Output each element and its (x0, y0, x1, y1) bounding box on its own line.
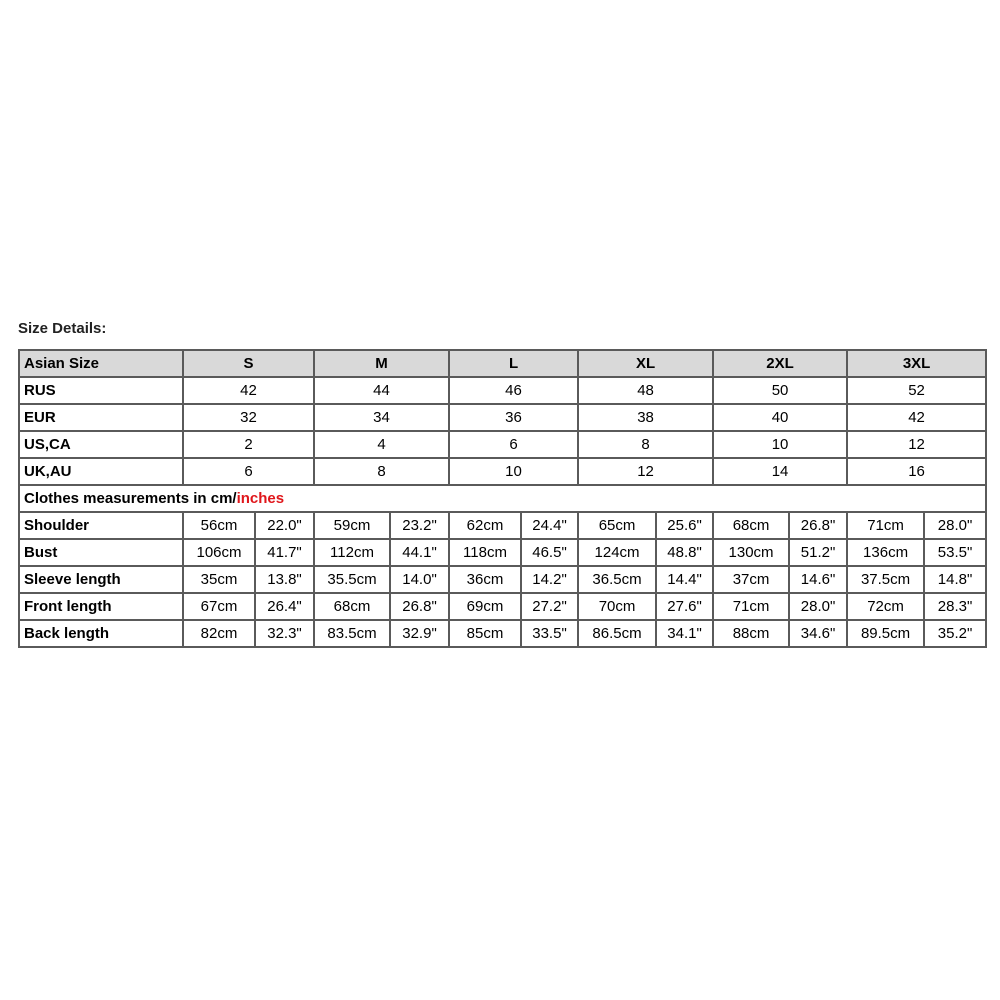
conversion-value-cell: 14 (713, 458, 847, 485)
conversion-row (19, 431, 986, 458)
measurement-value-cell: 48.8" (656, 539, 713, 566)
conversion-value-cell: 42 (847, 404, 986, 431)
row-label-cell: US,CA (19, 431, 183, 458)
measurement-row (19, 512, 986, 539)
measurement-value-cell: 37cm (713, 566, 789, 593)
conversion-value-cell: 46 (449, 377, 578, 404)
measurement-value-cell: 32.9" (390, 620, 449, 647)
measurement-value-cell: 112cm (314, 539, 390, 566)
conversion-value-cell: 10 (713, 431, 847, 458)
measurement-value-cell: 71cm (847, 512, 924, 539)
measurement-value-cell: 68cm (314, 593, 390, 620)
row-label-cell: Bust (19, 539, 183, 566)
row-label-cell: Front length (19, 593, 183, 620)
measurement-value-cell: 32.3" (255, 620, 314, 647)
size-header-cell: XL (578, 350, 713, 377)
measurement-value-cell: 36cm (449, 566, 521, 593)
measurement-value-cell: 28.0" (924, 512, 986, 539)
measurement-value-cell: 130cm (713, 539, 789, 566)
measurement-value-cell: 28.0" (789, 593, 847, 620)
row-label-cell: Shoulder (19, 512, 183, 539)
section-row (19, 485, 986, 512)
conversion-value-cell: 6 (449, 431, 578, 458)
conversion-value-cell: 34 (314, 404, 449, 431)
size-header-cell: M (314, 350, 449, 377)
row-label-cell: UK,AU (19, 458, 183, 485)
conversion-value-cell: 38 (578, 404, 713, 431)
conversion-value-cell: 36 (449, 404, 578, 431)
measurement-value-cell: 13.8" (255, 566, 314, 593)
measurement-row (19, 593, 986, 620)
measurement-value-cell: 14.4" (656, 566, 713, 593)
header-row (19, 350, 986, 377)
size-chart-body (19, 350, 986, 647)
measurement-value-cell: 106cm (183, 539, 255, 566)
size-chart-table (18, 349, 987, 648)
measurement-value-cell: 24.4" (521, 512, 578, 539)
measurement-value-cell: 27.6" (656, 593, 713, 620)
conversion-row (19, 458, 986, 485)
size-header-cell: L (449, 350, 578, 377)
conversion-value-cell: 44 (314, 377, 449, 404)
measurement-value-cell: 35.5cm (314, 566, 390, 593)
section-highlight: inches (236, 490, 285, 507)
measurement-value-cell: 62cm (449, 512, 521, 539)
size-header-cell: S (183, 350, 314, 377)
measurement-value-cell: 14.6" (789, 566, 847, 593)
row-label-cell: EUR (19, 404, 183, 431)
measurement-value-cell: 136cm (847, 539, 924, 566)
measurement-value-cell: 68cm (713, 512, 789, 539)
measurement-value-cell: 89.5cm (847, 620, 924, 647)
conversion-value-cell: 8 (314, 458, 449, 485)
conversion-value-cell: 48 (578, 377, 713, 404)
measurement-value-cell: 14.0" (390, 566, 449, 593)
measurement-row (19, 566, 986, 593)
measurement-row (19, 539, 986, 566)
measurement-value-cell: 46.5" (521, 539, 578, 566)
measurement-value-cell: 35cm (183, 566, 255, 593)
measurement-value-cell: 72cm (847, 593, 924, 620)
row-label-cell: Sleeve length (19, 566, 183, 593)
measurement-value-cell: 14.8" (924, 566, 986, 593)
measurement-value-cell: 34.6" (789, 620, 847, 647)
conversion-value-cell: 42 (183, 377, 314, 404)
size-details-heading: Size Details: (18, 320, 107, 337)
conversion-value-cell: 2 (183, 431, 314, 458)
measurement-value-cell: 65cm (578, 512, 656, 539)
conversion-value-cell: 6 (183, 458, 314, 485)
measurement-value-cell: 14.2" (521, 566, 578, 593)
size-header-cell: 3XL (847, 350, 986, 377)
measurement-value-cell: 37.5cm (847, 566, 924, 593)
conversion-row (19, 404, 986, 431)
section-label: Clothes measurements in cm/ (24, 490, 237, 507)
conversion-value-cell: 10 (449, 458, 578, 485)
measurement-value-cell: 27.2" (521, 593, 578, 620)
measurement-value-cell: 51.2" (789, 539, 847, 566)
measurement-value-cell: 82cm (183, 620, 255, 647)
measurement-value-cell: 41.7" (255, 539, 314, 566)
measurement-value-cell: 35.2" (924, 620, 986, 647)
section-title-cell (19, 485, 986, 512)
measurement-value-cell: 85cm (449, 620, 521, 647)
conversion-value-cell: 16 (847, 458, 986, 485)
conversion-value-cell: 12 (578, 458, 713, 485)
measurement-value-cell: 22.0" (255, 512, 314, 539)
measurement-value-cell: 124cm (578, 539, 656, 566)
measurement-value-cell: 36.5cm (578, 566, 656, 593)
measurement-value-cell: 56cm (183, 512, 255, 539)
conversion-row (19, 377, 986, 404)
measurement-value-cell: 88cm (713, 620, 789, 647)
measurement-value-cell: 28.3" (924, 593, 986, 620)
measurement-value-cell: 34.1" (656, 620, 713, 647)
conversion-value-cell: 12 (847, 431, 986, 458)
conversion-value-cell: 8 (578, 431, 713, 458)
conversion-value-cell: 32 (183, 404, 314, 431)
row-label-cell: RUS (19, 377, 183, 404)
conversion-value-cell: 52 (847, 377, 986, 404)
measurement-value-cell: 26.4" (255, 593, 314, 620)
measurement-value-cell: 70cm (578, 593, 656, 620)
measurement-value-cell: 25.6" (656, 512, 713, 539)
measurement-value-cell: 26.8" (390, 593, 449, 620)
conversion-value-cell: 4 (314, 431, 449, 458)
measurement-value-cell: 83.5cm (314, 620, 390, 647)
measurement-value-cell: 59cm (314, 512, 390, 539)
measurement-value-cell: 118cm (449, 539, 521, 566)
measurement-row (19, 620, 986, 647)
header-label-cell: Asian Size (19, 350, 183, 377)
measurement-value-cell: 53.5" (924, 539, 986, 566)
row-label-cell: Back length (19, 620, 183, 647)
measurement-value-cell: 33.5" (521, 620, 578, 647)
size-header-cell: 2XL (713, 350, 847, 377)
conversion-value-cell: 40 (713, 404, 847, 431)
measurement-value-cell: 86.5cm (578, 620, 656, 647)
measurement-value-cell: 23.2" (390, 512, 449, 539)
conversion-value-cell: 50 (713, 377, 847, 404)
measurement-value-cell: 44.1" (390, 539, 449, 566)
measurement-value-cell: 71cm (713, 593, 789, 620)
measurement-value-cell: 67cm (183, 593, 255, 620)
measurement-value-cell: 26.8" (789, 512, 847, 539)
measurement-value-cell: 69cm (449, 593, 521, 620)
